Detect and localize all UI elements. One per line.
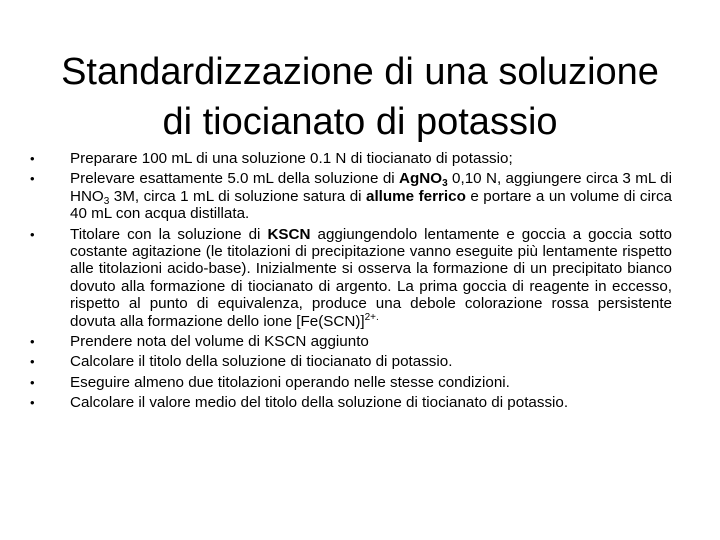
slide-title-line-1: Standardizzazione di una soluzione bbox=[61, 51, 659, 94]
subscript: 3 bbox=[442, 178, 448, 190]
slide-title-line-2: di tiocianato di potassio bbox=[162, 101, 558, 144]
procedure-list bbox=[26, 150, 672, 415]
list-item bbox=[26, 170, 672, 222]
step-text: Prendere nota del volume di KSCN aggiunto bbox=[70, 333, 369, 351]
step-text: Titolare con la soluzione di bbox=[70, 225, 268, 243]
list-item bbox=[26, 333, 672, 350]
list-item bbox=[26, 394, 672, 411]
list-item bbox=[26, 226, 672, 330]
bullet-icon: • bbox=[30, 151, 35, 166]
bullet-icon: • bbox=[30, 334, 35, 350]
step-text: e portare a un volume di circa 40 mL con acqua distillata. bbox=[70, 187, 672, 223]
bullet-icon: • bbox=[30, 226, 35, 242]
subscript: 3 bbox=[103, 195, 110, 207]
bullet-icon: • bbox=[30, 395, 35, 411]
step-text: Calcolare il titolo della soluzione di tiocianato di potassio. bbox=[70, 353, 453, 371]
step-text: Prelevare esattamente 5.0 mL della soluzione di bbox=[70, 170, 400, 188]
reagent-name: KSCN bbox=[267, 225, 311, 243]
slide-title bbox=[20, 47, 700, 147]
reagent-name bbox=[399, 170, 448, 190]
reagent-formula: AgNO bbox=[399, 170, 443, 188]
step-text: Calcolare il valore medio del titolo della soluzione di tiocianato di potassio. bbox=[70, 394, 569, 412]
superscript: 2+. bbox=[364, 311, 379, 323]
step-text: 3M, circa 1 mL di soluzione satura di bbox=[109, 187, 367, 205]
step-text: Eseguire almeno due titolazioni operando nelle stesse condizioni. bbox=[70, 373, 510, 391]
bullet-icon: • bbox=[30, 354, 35, 370]
bullet-icon: • bbox=[30, 374, 35, 390]
step-text: 0,10 N, aggiungere circa 3 mL di HNO bbox=[70, 170, 672, 205]
step-text: Preparare 100 mL di una soluzione 0.1 N di tiocianato di potassio; bbox=[70, 150, 513, 167]
bullet-icon: • bbox=[30, 171, 35, 187]
list-item bbox=[26, 374, 672, 391]
list-item bbox=[26, 150, 672, 167]
list-item bbox=[26, 353, 672, 370]
step-text: aggiungendolo lentamente e goccia a goccia sotto costante agitazione (le titolazioni di precipitazione vanno eseguite più lentamente rispetto alle titolazioni acido-base). Inizialmente si osserva la formazione di un precipitato bianco dovuto alla formazione di tiocianato di argento. La prima goccia di reagente in eccesso, rispetto al punto di equivalenza, produce una debole colorazione rossa persistente dovuta alla formazione dello ione [Fe(SCN)] bbox=[70, 225, 672, 330]
reagent-name: allume ferrico bbox=[366, 187, 466, 205]
